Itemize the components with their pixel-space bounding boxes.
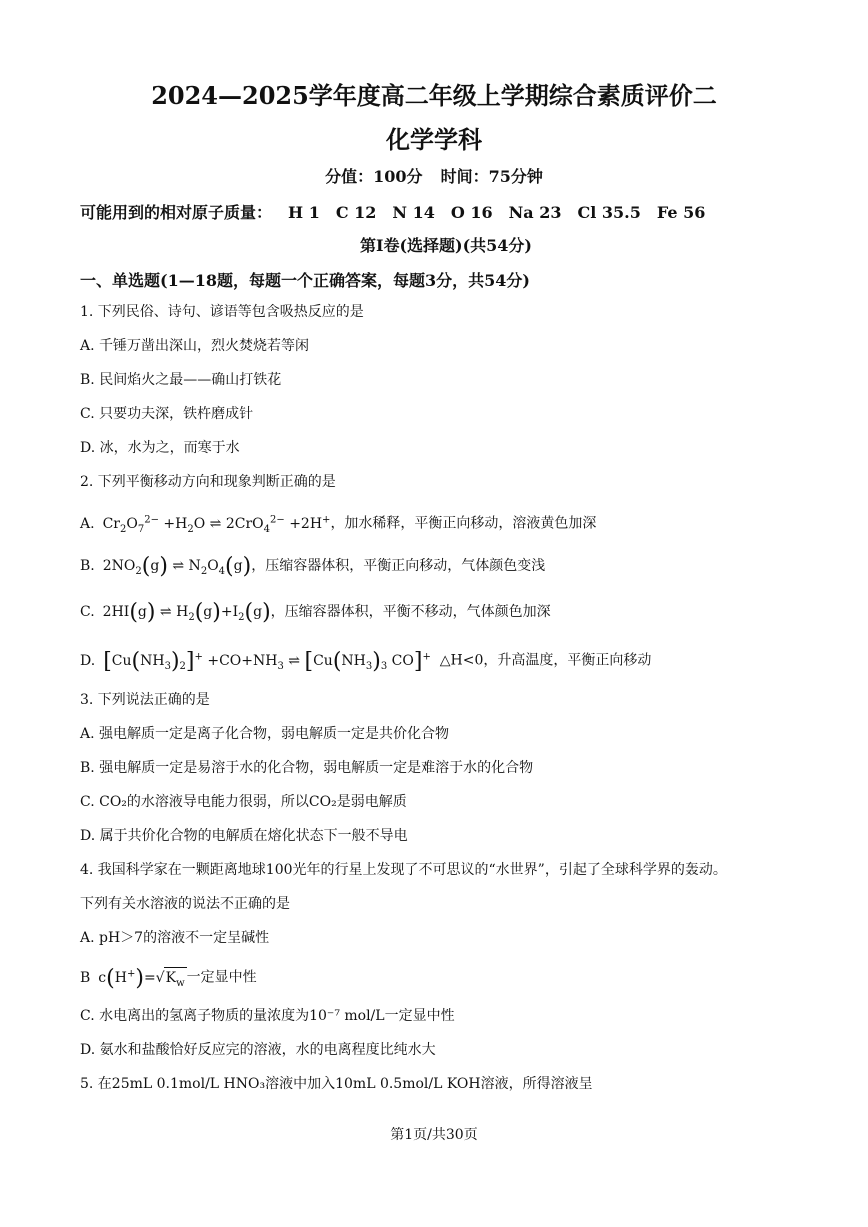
- question-4-option-b-text: 一定显中性: [186, 969, 257, 986]
- equation-a: $Cr_2O_7^{2-} +H_2O$ ⇌ 2CrO$_4^{2-}$ +2H+: [102, 514, 331, 535]
- question-1-stem: 1. 下列民俗、诗句、谚语等包含吸热反应的是: [80, 304, 364, 320]
- question-2-option-a-text: ，加水稀释，平衡正向移动，溶液黄色加深: [330, 515, 597, 532]
- atomic-mass-item: H 1: [288, 203, 320, 222]
- question-3-option-d: D. 属于共价化合物的电解质在熔化状态下一般不导电: [80, 828, 408, 844]
- exam-title: 2024—2025学年度高二年级上学期综合素质评价二: [151, 81, 717, 110]
- atomic-mass-item: Fe 56: [656, 203, 706, 222]
- atomic-mass-item: C 12: [335, 203, 377, 222]
- page-footer: 第1页/共30页: [390, 1127, 478, 1143]
- volume-title-row: [0, 233, 868, 256]
- exam-meta: [0, 164, 868, 187]
- question-2-option-b-text: ，压缩容器体积，平衡正向移动，气体颜色变浅: [251, 558, 546, 574]
- question-2-option-a: A. $Cr_2O_7^{2-} +H_2O$ ⇌ 2CrO$_4^{2-}$ +2H+，加水稀释，平衡正向移动，溶液黄色加深: [80, 514, 597, 535]
- question-3-option-c: C. CO₂的水溶液导电能力很弱，所以CO₂是弱电解质: [80, 794, 407, 810]
- atomic-mass-item: N 14: [392, 203, 435, 222]
- question-3-option-b: B. 强电解质一定是易溶于水的化合物，弱电解质一定是难溶于水的化合物: [80, 760, 534, 776]
- question-2-option-d: D. $[Cu(NH_3)_2]^+ +CO+NH_3$ ⇌ [$Cu(NH_3)_3$ CO]+ △H<0，升高温度，平衡正向移动: [80, 648, 652, 674]
- equation-kw: $c(H^+)=√K_w$: [98, 970, 186, 986]
- atomic-mass-label: 可能用到的相对原子质量：: [80, 203, 273, 222]
- atomic-mass-line: [80, 200, 705, 223]
- question-1-option-a: A. 千锤万凿出深山，烈火焚烧若等闲: [80, 338, 310, 354]
- question-2-option-c: C. 2HI(g) ⇌ $H_2(g)+I_2(g)$，压缩容器体积，平衡不移动，气体颜色加深: [80, 600, 551, 625]
- time-info: 时间：75分钟: [440, 167, 543, 186]
- equation-b: $2NO_2(g)$ ⇌ $N_2O_4(g)$: [102, 554, 252, 579]
- question-4-stem-line2: 下列有关水溶液的说法不正确的是: [80, 896, 290, 912]
- question-2-option-b: B. $2NO_2(g)$ ⇌ $N_2O_4(g)$，压缩容器体积，平衡正向移动，气体颜色变浅: [80, 554, 546, 579]
- question-4-option-b: B $c(H^+)=√K_w$ 一定显中性: [80, 964, 257, 993]
- question-3-stem: 3. 下列说法正确的是: [80, 692, 210, 708]
- score-info: 分值：100分: [325, 167, 423, 186]
- question-4-option-a: A. pH＞7的溶液不一定呈碱性: [80, 930, 270, 946]
- question-1-option-d: D. 冰，水为之，而寒于水: [80, 440, 240, 456]
- question-4-option-d: D. 氨水和盐酸恰好反应完的溶液，水的电离程度比纯水大: [80, 1042, 436, 1058]
- question-2-option-c-text: ，压缩容器体积，平衡不移动，气体颜色加深: [270, 604, 551, 620]
- question-4-stem-line1: 4. 我国科学家在一颗距离地球100光年的行星上发现了不可思议的“水世界”，引起了全球科学界的轰动。: [80, 862, 727, 878]
- section-title: 一、单选题(1—18题，每题一个正确答案，每题3分，共54分): [80, 271, 530, 290]
- atomic-mass-item: Na 23: [508, 203, 562, 222]
- atomic-mass-item: O 16: [450, 203, 493, 222]
- volume-title: 第Ⅰ卷(选择题)(共54分): [359, 236, 532, 255]
- question-2-option-d-text: △H<0，升高温度，平衡正向移动: [439, 652, 652, 669]
- equation-c: 2HI(g) ⇌ $H_2(g)+I_2(g)$: [102, 600, 271, 625]
- question-1-option-c: C. 只要功夫深，铁杵磨成针: [80, 406, 254, 422]
- question-3-option-a: A. 强电解质一定是离子化合物，弱电解质一定是共价化合物: [80, 726, 450, 742]
- question-2-stem: 2. 下列平衡移动方向和现象判断正确的是: [80, 474, 336, 490]
- exam-subject: 化学学科: [386, 125, 482, 154]
- question-5-stem: 5. 在25mL 0.1mol/L HNO₃溶液中加入10mL 0.5mol/L KOH溶液，所得溶液呈: [80, 1076, 593, 1092]
- question-4-option-c: C. 水电离出的氢离子物质的量浓度为10⁻⁷ mol/L一定显中性: [80, 1008, 455, 1024]
- atomic-mass-item: Cl 35.5: [577, 203, 641, 222]
- equation-d: $[Cu(NH_3)_2]^+ +CO+NH_3$ ⇌ [$Cu(NH_3)_3$ CO]+: [103, 648, 431, 674]
- question-1-option-b: B. 民间焰火之最——确山打铁花: [80, 372, 282, 388]
